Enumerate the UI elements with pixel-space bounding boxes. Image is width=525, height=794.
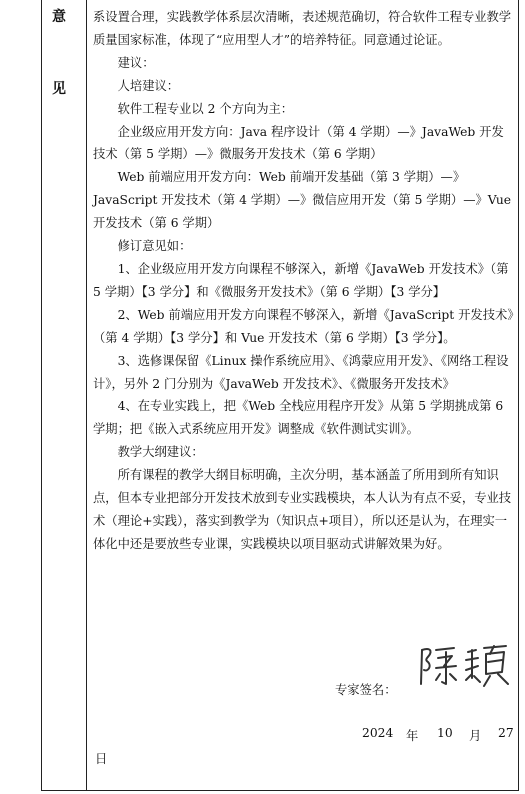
date-month-unit: 月 — [469, 729, 482, 743]
paragraph-web-direction: Web 前端应用开发方向：Web 前端开发基础（第 3 学期）—》JavaScript 开发技术（第 4 学期）—》微信应用开发（第 5 学期）—》Vue 开发技术（第 6 学期） — [93, 170, 516, 231]
signature-label: 专家签名： — [335, 683, 397, 697]
paragraph-suggestion-heading: 建议： — [93, 55, 155, 70]
date-day: 27 — [498, 726, 514, 740]
paragraph-directions: 软件工程专业以 2 个方向为主： — [93, 101, 294, 116]
paragraph-syllabus: 所有课程的教学大纲目标明确，主次分明，基本涵盖了所用到所有知识点，但本专业把部分开发技术放到专业实践模块，本人认为有点不妥，专业技术（理论+实践），落实到教学为（知识点+项目），所以还是认为，在理实一体化中还是要放些专业课，实践模块以项目驱动式讲解效果为好。 — [93, 468, 512, 551]
paragraph-conclusion: 系设置合理，实践教学体系层次清晰，表述规范确切，符合软件工程专业教学质量国家标准，体现了“应用型人才”的培养特征。同意通过论证。 — [93, 10, 512, 47]
opinion-text — [93, 6, 515, 556]
date-month: 10 — [437, 726, 453, 740]
label-yi: 意 — [52, 9, 66, 25]
paragraph-revision-heading: 修订意见如： — [93, 239, 192, 254]
label-jian: 见 — [52, 81, 66, 97]
paragraph-revision-2: 2、Web 前端应用开发方向课程不够深入，新增《JavaScript 开发技术》（第 4 学期）【3 学分】和 Vue 开发技术（第 6 学期）【3 学分】。 — [93, 307, 514, 345]
paragraph-revision-1: 1、企业级应用开发方向课程不够深入，新增《JavaWeb 开发技术》（第 5 学期）【3 学分】和《微服务开发技术》（第 6 学期）【3 学分】 — [93, 261, 513, 299]
date-year-unit: 年 — [406, 729, 419, 743]
date-year: 2024 — [362, 726, 394, 740]
column-divider — [86, 0, 87, 791]
paragraph-enterprise-direction: 企业级应用开发方向：Java 程序设计（第 4 学期）—》JavaWeb 开发技术（第 5 学期）—》微服务开发技术（第 6 学期） — [93, 124, 504, 162]
paragraph-training-heading: 人培建议： — [93, 78, 180, 93]
date-day-unit: 日 — [95, 752, 108, 766]
paragraph-syllabus-heading: 教学大纲建议： — [93, 445, 204, 460]
handwritten-signature — [416, 640, 511, 688]
paragraph-revision-4: 4、在专业实践上，把《Web 全栈应用程序开发》从第 5 学期挑成第 6 学期；把《嵌入式系统应用开发》调整成《软件测试实训》。 — [93, 399, 508, 437]
paragraph-revision-3: 3、选修课保留《Linux 操作系统应用》、《鸿蒙应用开发》、《网络工程设计》，另外 2 门分别为《JavaWeb 开发技术》、《微服务开发技术》 — [93, 353, 509, 391]
